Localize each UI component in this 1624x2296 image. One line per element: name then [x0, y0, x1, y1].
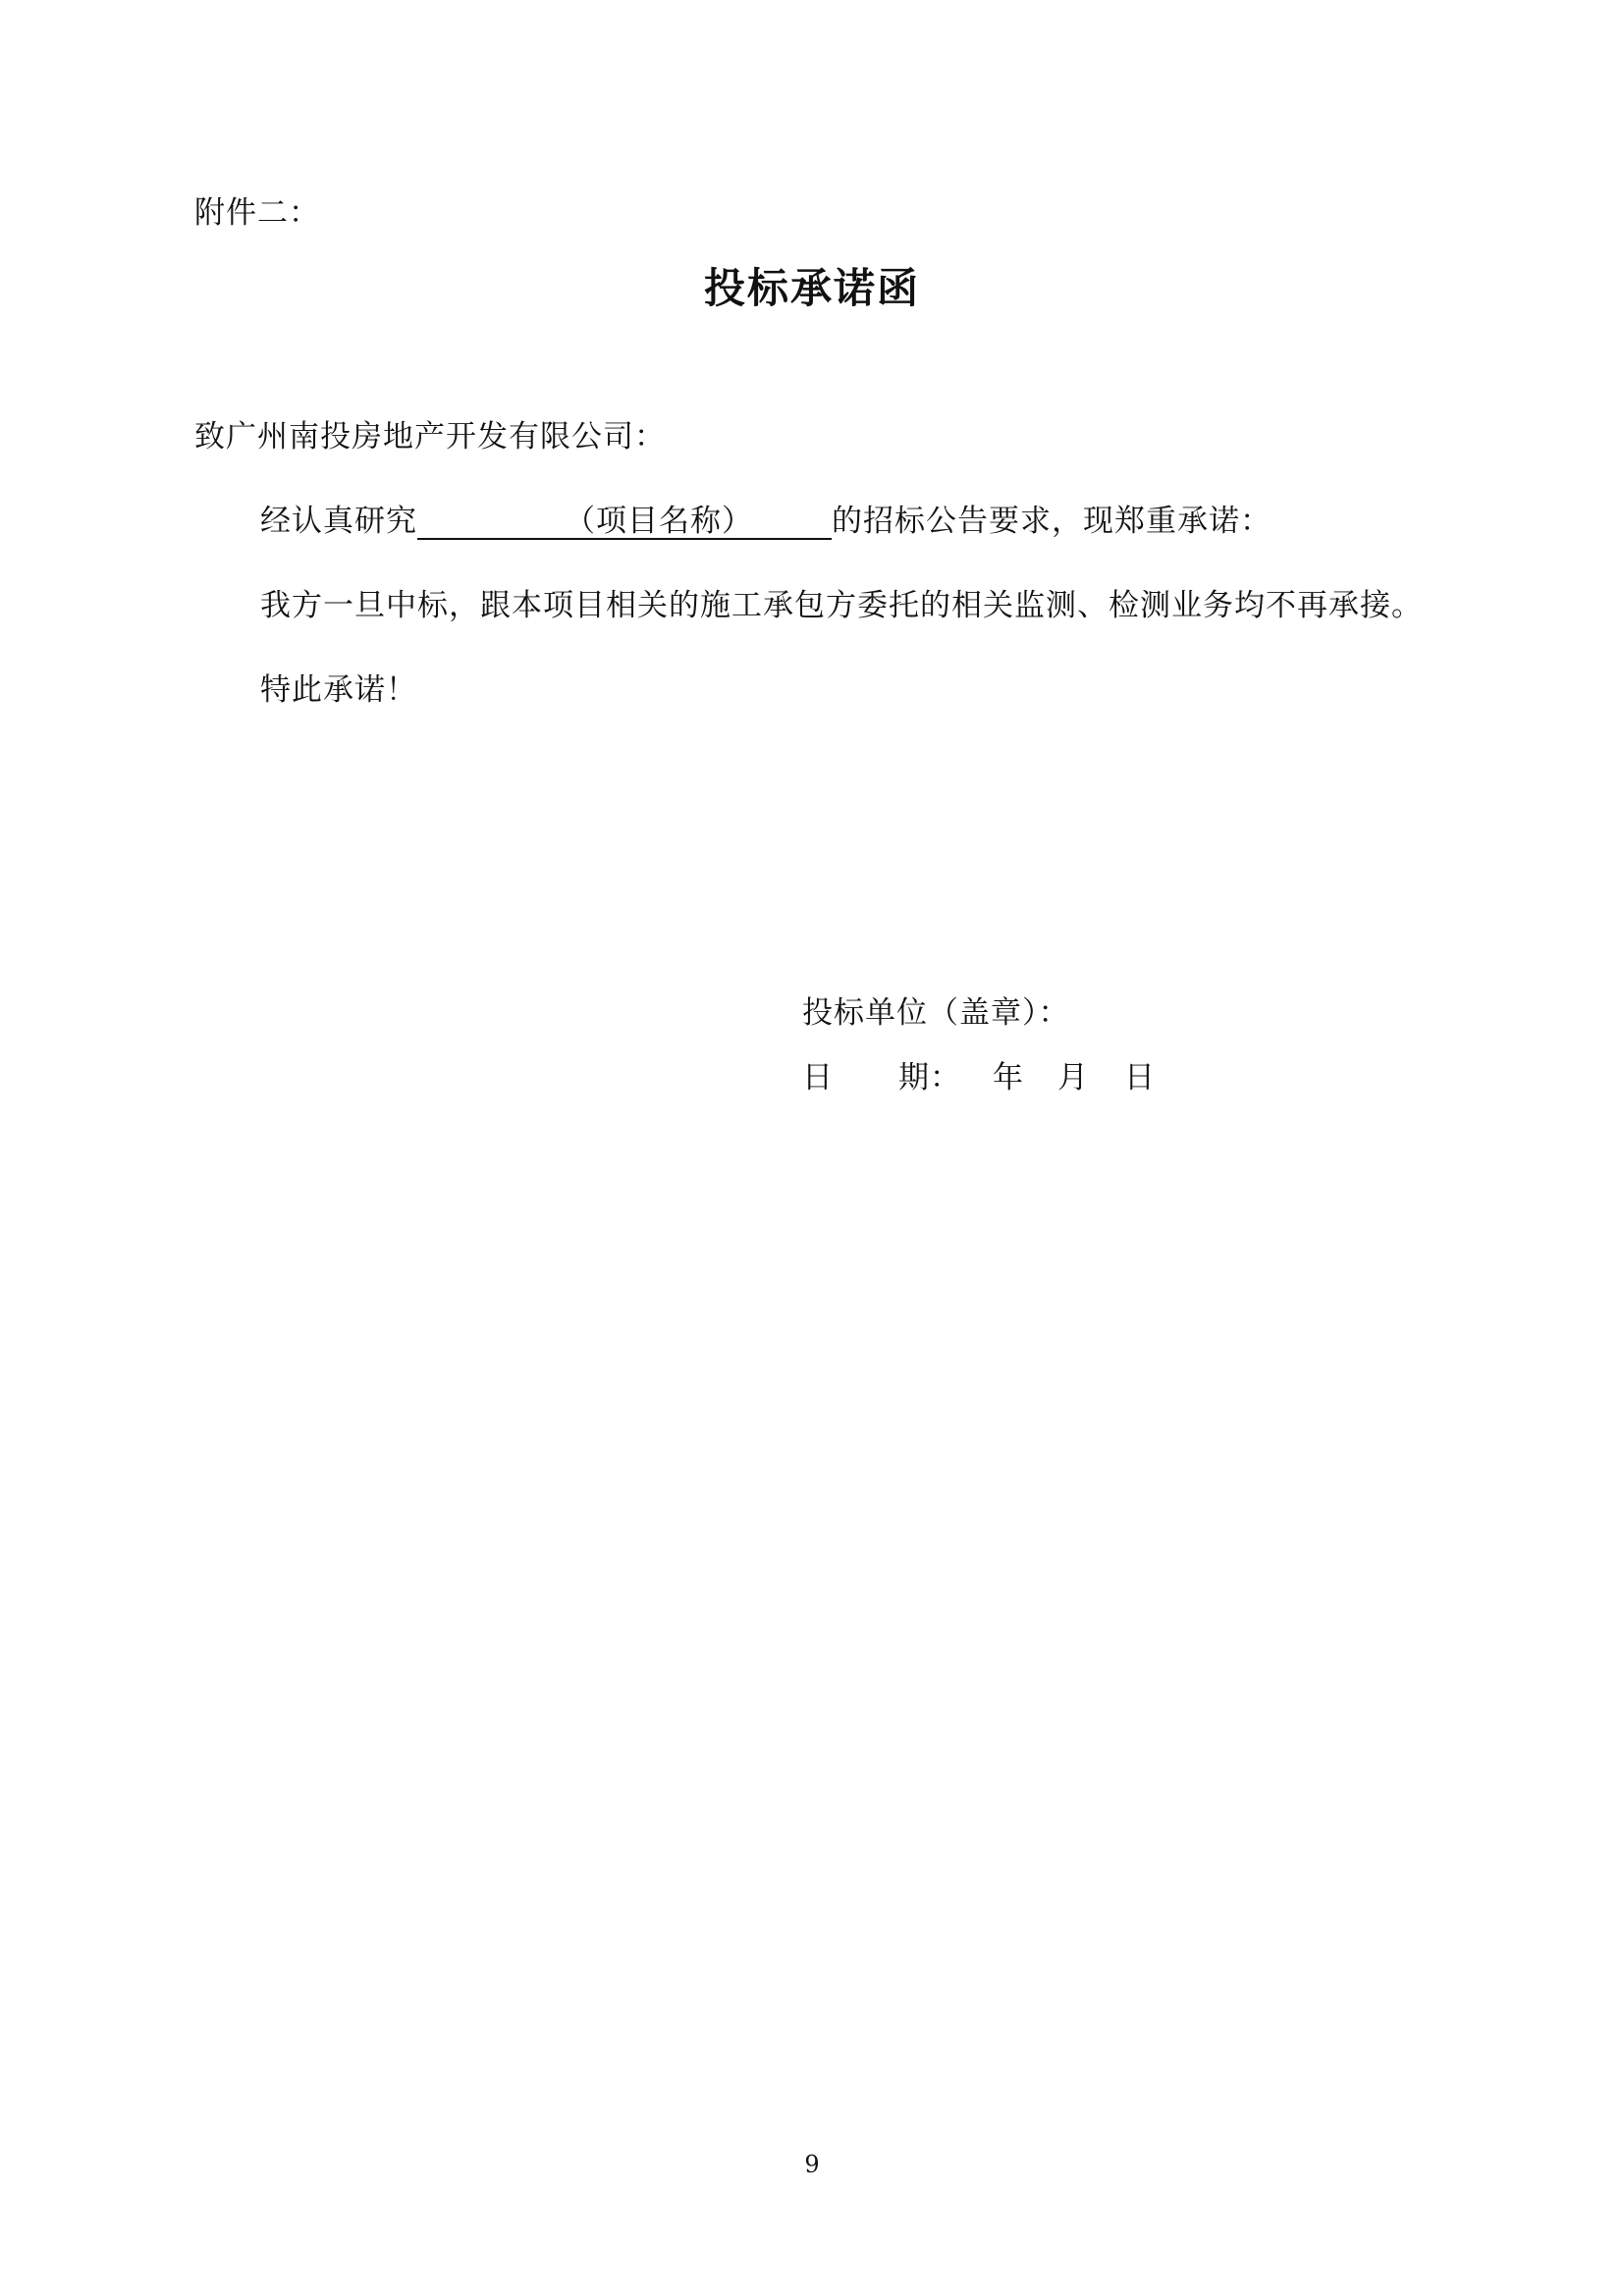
- document-title: 投标承诺函: [703, 264, 920, 312]
- date-label-char-2: 期：: [898, 1060, 961, 1095]
- attachment-label: 附件二：: [194, 195, 320, 231]
- date-year: 年: [993, 1060, 1024, 1095]
- project-name-blank: [417, 505, 832, 540]
- date-label-char-1: 日: [802, 1060, 834, 1095]
- date-day: 日: [1124, 1060, 1156, 1095]
- bidder-seal-label: 投标单位（盖章）：: [802, 995, 1070, 1031]
- paragraph-closing: 特此承诺！: [260, 672, 417, 708]
- paragraph-commitment: 我方一旦中标，跟本项目相关的施工承包方委托的相关监测、检测业务均不再承接。: [260, 588, 1423, 623]
- addressee: 致广州南投房地产开发有限公司：: [194, 419, 666, 454]
- date-line: [802, 1058, 1156, 1097]
- paragraph-study: [260, 502, 1272, 541]
- paragraph-study-prefix: 经认真研究: [260, 504, 417, 539]
- page-number: 9: [804, 2151, 820, 2178]
- project-name-placeholder: （项目名称）: [565, 504, 753, 539]
- date-month: 月: [1057, 1060, 1089, 1095]
- paragraph-study-suffix: 的招标公告要求，现郑重承诺：: [832, 504, 1272, 539]
